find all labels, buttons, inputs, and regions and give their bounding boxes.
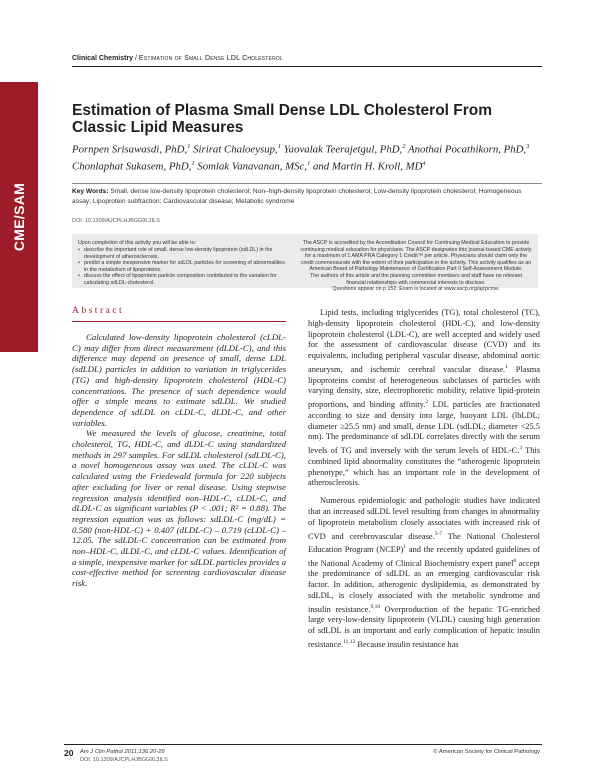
body-text: The National Cholesterol Education Program (NCEP) [308, 531, 540, 554]
footer-copyright: © American Society for Clinical Pathology [433, 749, 540, 755]
body-text: Because insulin resistance has [355, 639, 459, 649]
citation-ref: 2 [425, 399, 429, 406]
abstract-paragraph: We measured the levels of glucose, creatinine, total cholesterol, TG, HDL-C, and dLDL-C using standardized methods in 297 samples. For sdLDL cholesterol (sdLDL-C), a novel homogeneous assay was used. The cLDL-C was calculated using the Friedewald formula for 220 subjects after excluding for liver or renal disease. Using stepwise regression analysis identified non–HDL-C, cLDL-C, and dLDL-C as significant variables (P < .001; R² = 0.88). The regression equation was as follows: sdLDL-C (mg/dL) = 0.580 (non-HDL-C) + 0.407 (dLDL-C) – 0.719 (cLDL-C) – 12.05. The sdLDL-C concentration can be estimated from non–HDL-C, dLDL-C, and cLDL-C values. Identification of a simple, inexpensive marker for sdLDL particles provides a cost-effective method for screening cardiovascular disease risk. [72, 428, 286, 589]
body-text: LDL particles are fractionated according to size and density into large, buoyant LDL (lbLDL; diameter ≥25.5 nm) and small, dense LDL (sdLDL; diameter <25.5 nm). The predominance of sdLDL correlates directly with the serum levels of TG and inversely with the serum levels of HDL-C. [308, 399, 540, 455]
keywords [72, 187, 542, 206]
body-text: This combined lipid abnormality constitutes the “atherogenic lipoprotein phenotype,” which has an important role in the development of atherosclerosis. [308, 445, 540, 488]
body-text: Numerous epidemiologic and pathologic studies have indicated that an increased sdLDL level resulting from changes in abnormality of lipoprotein metabolism closely associates with increased risk of CVD and cerebrovascular disease. [308, 496, 540, 541]
author-affiliation: 1 [307, 159, 311, 167]
body-text: and the recently updated guidelines of the National Academy of Clinical Biochemistry expert panel [308, 544, 540, 568]
author-affiliation: 1 [187, 143, 191, 150]
author-affiliation: 2 [402, 143, 406, 150]
author-name: Yaovalak Teerajetgul, PhD, [280, 143, 403, 156]
body-text: Lipid tests, including triglycerides (TG), total cholesterol (TC), high-density lipoprotein cholesterol (HDL-C), and low-density lipoprotein cholesterol (LDL-C), are well accepted and widely used for the assessment of cardiovascular disease (CVD) and its equivalents, including peripheral vascular disease, abdominal aortic aneurysm, and ischemic cerebral vascular disease. [308, 308, 540, 374]
cme-sidebar-label: CME/SAM [11, 182, 27, 252]
author-name: and Martin H. Kroll, MD [310, 160, 423, 173]
abstract-paragraph: Calculated low-density lipoprotein cholesterol (cLDL-C) may differ from direct measurement (dLDL-C), and this difference may depend on presence of small, dense LDL (sdLDL) particles in addition to variation in triglycerides (TG) and high-density lipoprotein cholesterol (HDL-C) concentrations. The presence of such dependence would offer a simple means to estimate sdLDL. We studied dependence of sdLDL on cLDL-C, dLDL-C, and other variables. [72, 332, 286, 428]
objectives-list [78, 247, 286, 287]
header-separator: / [133, 55, 139, 62]
citation-ref: 9,10 [370, 603, 381, 610]
keywords-rule [72, 183, 542, 184]
short-title: Estimation of Small Dense LDL Cholesterol [138, 55, 283, 62]
author-name: Chonlaphat Sukasem, PhD, [72, 160, 192, 173]
journal-section: Clinical Chemistry [72, 55, 134, 62]
footer-doi: DOI: 10.1309/AJCPLHJBGG9L3ILS [80, 757, 168, 763]
body-text: Overproduction of the hepatic TG-enriched large very-low-density lipoprotein (VLDL) causing high generation of sdLDL is an important and early complication of hepatic insulin resistance. [308, 604, 540, 649]
body-paragraph [308, 308, 540, 489]
objective-item: • describe the important role of small, dense low-density lipoprotein (sdLDL) in the development of atherosclerosis. [84, 247, 286, 260]
citation-ref: 1 [403, 544, 407, 551]
page-number: 20 [64, 748, 74, 758]
abstract-rule [72, 321, 286, 322]
body-text: accept the predominance of sdLDL as an emerging cardiovascular risk factor. In addition, atherogenic dyslipidemia, as demonstrated by sdLDL, is closely associated with the metabolic syndrome and insulin resistance. [308, 558, 540, 614]
accreditation-statement [300, 240, 532, 293]
author-affiliation: 1 [277, 143, 281, 150]
citation-ref: 1 [505, 363, 508, 370]
author-name: Sirirat Chaloeysup, [190, 143, 278, 156]
article-doi: DOI: 10.1309/AJCPLHJBGG9L3ILS [72, 218, 160, 224]
citation-ref: 3 [519, 445, 523, 452]
learning-objectives [78, 240, 286, 287]
author-affiliation: 1 [191, 159, 195, 167]
footer-rule [64, 744, 542, 745]
body-paragraph [308, 496, 540, 650]
objective-item: • predict a simple inexpensive marker for sdLDL particles for screening of abnormalities in the metabolism of lipoproteins. [84, 260, 286, 273]
citation-ref: 3-7 [434, 530, 443, 537]
author-name: Somlak Vanavanan, MSc, [194, 160, 308, 173]
abstract-heading: Abstract [72, 306, 125, 316]
body-text: Plasma lipoproteins consist of heterogeneous subclasses of particles with varying density, size, electrophoretic mobility, relative lipid-protein proportions, and binding affinity. [308, 364, 540, 409]
abstract-text [72, 332, 286, 589]
author-list [72, 140, 542, 173]
author-affiliation: 4 [422, 159, 426, 167]
cme-sidebar-label-wrap [0, 82, 38, 352]
author-name: Anothai Pocathikorn, PhD, [405, 143, 527, 156]
running-header [72, 55, 542, 62]
author-name: Pornpen Srisawasdi, PhD, [72, 143, 188, 156]
keywords-label: Key Words: [72, 188, 109, 195]
objectives-intro: Upon completion of this activity you will be able to: [78, 240, 197, 246]
disclosure-text: The authors of this article and the planning committee members and staff have no relevant financial relationships with commercial interests to disclose. [310, 272, 522, 286]
keywords-text: Small, dense low-density lipoprotein cholesterol; Non–high-density lipoprotein cholesterol; Low-density lipoprotein cholesterol; Homogeneous assay; Lipoprotein subfraction; Cardiovascular disease; Metabolic syndrome [72, 188, 522, 205]
header-rule [72, 66, 542, 67]
accreditation-text: The ASCP is accredited by the Accreditation Council for Continuing Medical Education to provide continuing medical education for physicians. The ASCP designates this journal-based CME activity for a maximum of 1 AMA PRA Category 1 Credit™ per article. Physicians should claim only the credit commensurate with the extent of their participation in the activity. This activity qualifies as an American Board of Pathology Maintenance of Certification Part II Self-Assessment Module. [300, 240, 532, 273]
body-text-column [308, 308, 540, 657]
footer-journal: Am J Clin Pathol 2011;136:20-29 [80, 749, 165, 755]
article-title: Estimation of Plasma Small Dense LDL Cholesterol From Classic Lipid Measures [72, 102, 493, 136]
objective-item: • discuss the effect of lipoprotein particle composition contributed to the variation for calculating sdLDL-cholesterol. [84, 273, 286, 286]
exam-location-text: Questions appear on p 152. Exam is located at www.ascp.org/ajcpcme. [332, 286, 500, 293]
citation-ref: 8 [513, 557, 517, 564]
citation-ref: 11,12 [343, 638, 356, 645]
author-affiliation: 3 [526, 143, 530, 150]
